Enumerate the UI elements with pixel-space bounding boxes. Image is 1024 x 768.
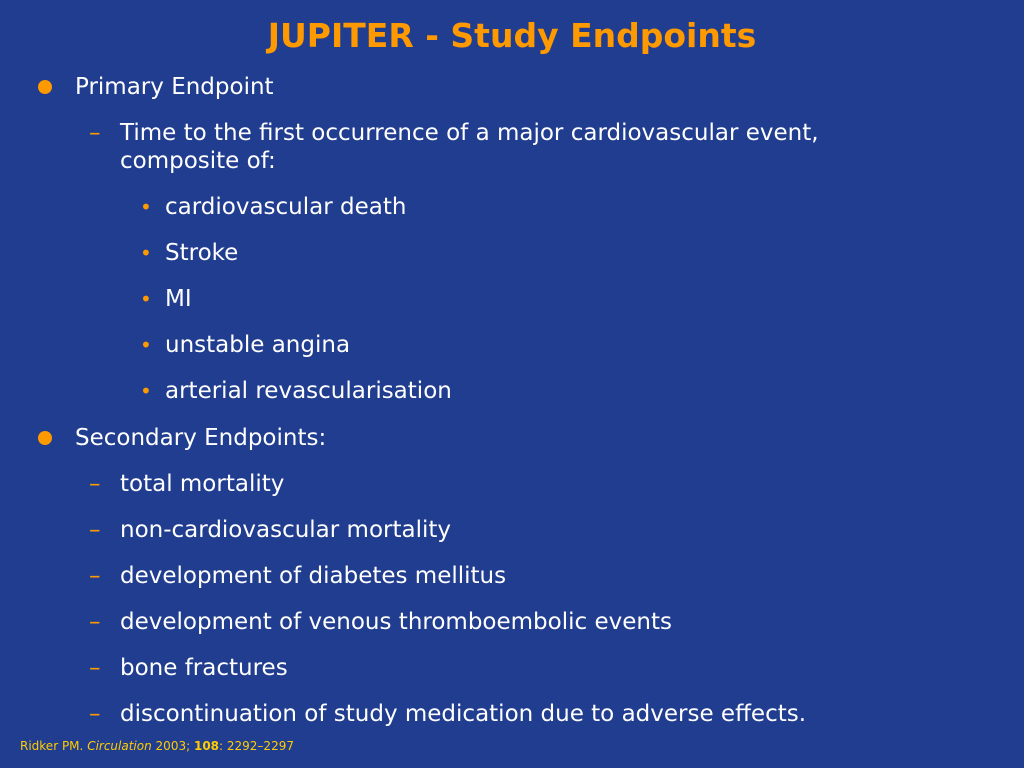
primary-bullet-icon xyxy=(38,80,52,94)
secondary-endpoints-heading: Secondary Endpoints: xyxy=(75,425,327,451)
secondary-endpoint-item: development of diabetes mellitus xyxy=(120,563,507,589)
citation-author: Ridker PM. xyxy=(20,739,84,753)
dash-icon: – xyxy=(89,609,101,635)
primary-component: MI xyxy=(165,286,192,312)
bullet-dot-icon: • xyxy=(140,333,152,357)
citation-year: 2003; xyxy=(155,739,191,753)
dash-icon: – xyxy=(89,471,101,497)
citation-journal: Circulation xyxy=(87,739,152,753)
dash-icon: – xyxy=(89,517,101,543)
secondary-endpoint-item: total mortality xyxy=(120,471,285,497)
primary-component: unstable angina xyxy=(165,332,351,358)
dash-icon: – xyxy=(89,563,101,589)
dash-icon: – xyxy=(89,655,101,681)
secondary-bullet-icon xyxy=(38,431,52,445)
primary-endpoint-description: Time to the first occurrence of a major cardiovascular event, composite of: xyxy=(120,120,819,174)
primary-endpoint-heading: Primary Endpoint xyxy=(75,74,274,100)
primary-component: Stroke xyxy=(165,240,239,266)
dash-icon: – xyxy=(89,701,101,727)
secondary-endpoint-item: non-cardiovascular mortality xyxy=(120,517,451,543)
primary-component: arterial revascularisation xyxy=(165,378,452,404)
citation-pages: : 2292–2297 xyxy=(219,739,294,753)
citation-volume: 108 xyxy=(193,739,220,753)
secondary-endpoint-item: bone fractures xyxy=(120,655,288,681)
dash-icon: – xyxy=(89,120,101,146)
primary-component: cardiovascular death xyxy=(165,194,407,220)
bullet-dot-icon: • xyxy=(140,241,152,265)
bullet-dot-icon: • xyxy=(140,195,152,219)
secondary-endpoint-item: discontinuation of study medication due to adverse effects. xyxy=(120,701,807,727)
secondary-endpoint-item: development of venous thromboembolic events xyxy=(120,609,672,635)
bullet-dot-icon: • xyxy=(140,379,152,403)
slide-title: JUPITER - Study Endpoints xyxy=(267,16,757,55)
citation xyxy=(20,738,294,754)
bullet-dot-icon: • xyxy=(140,287,152,311)
